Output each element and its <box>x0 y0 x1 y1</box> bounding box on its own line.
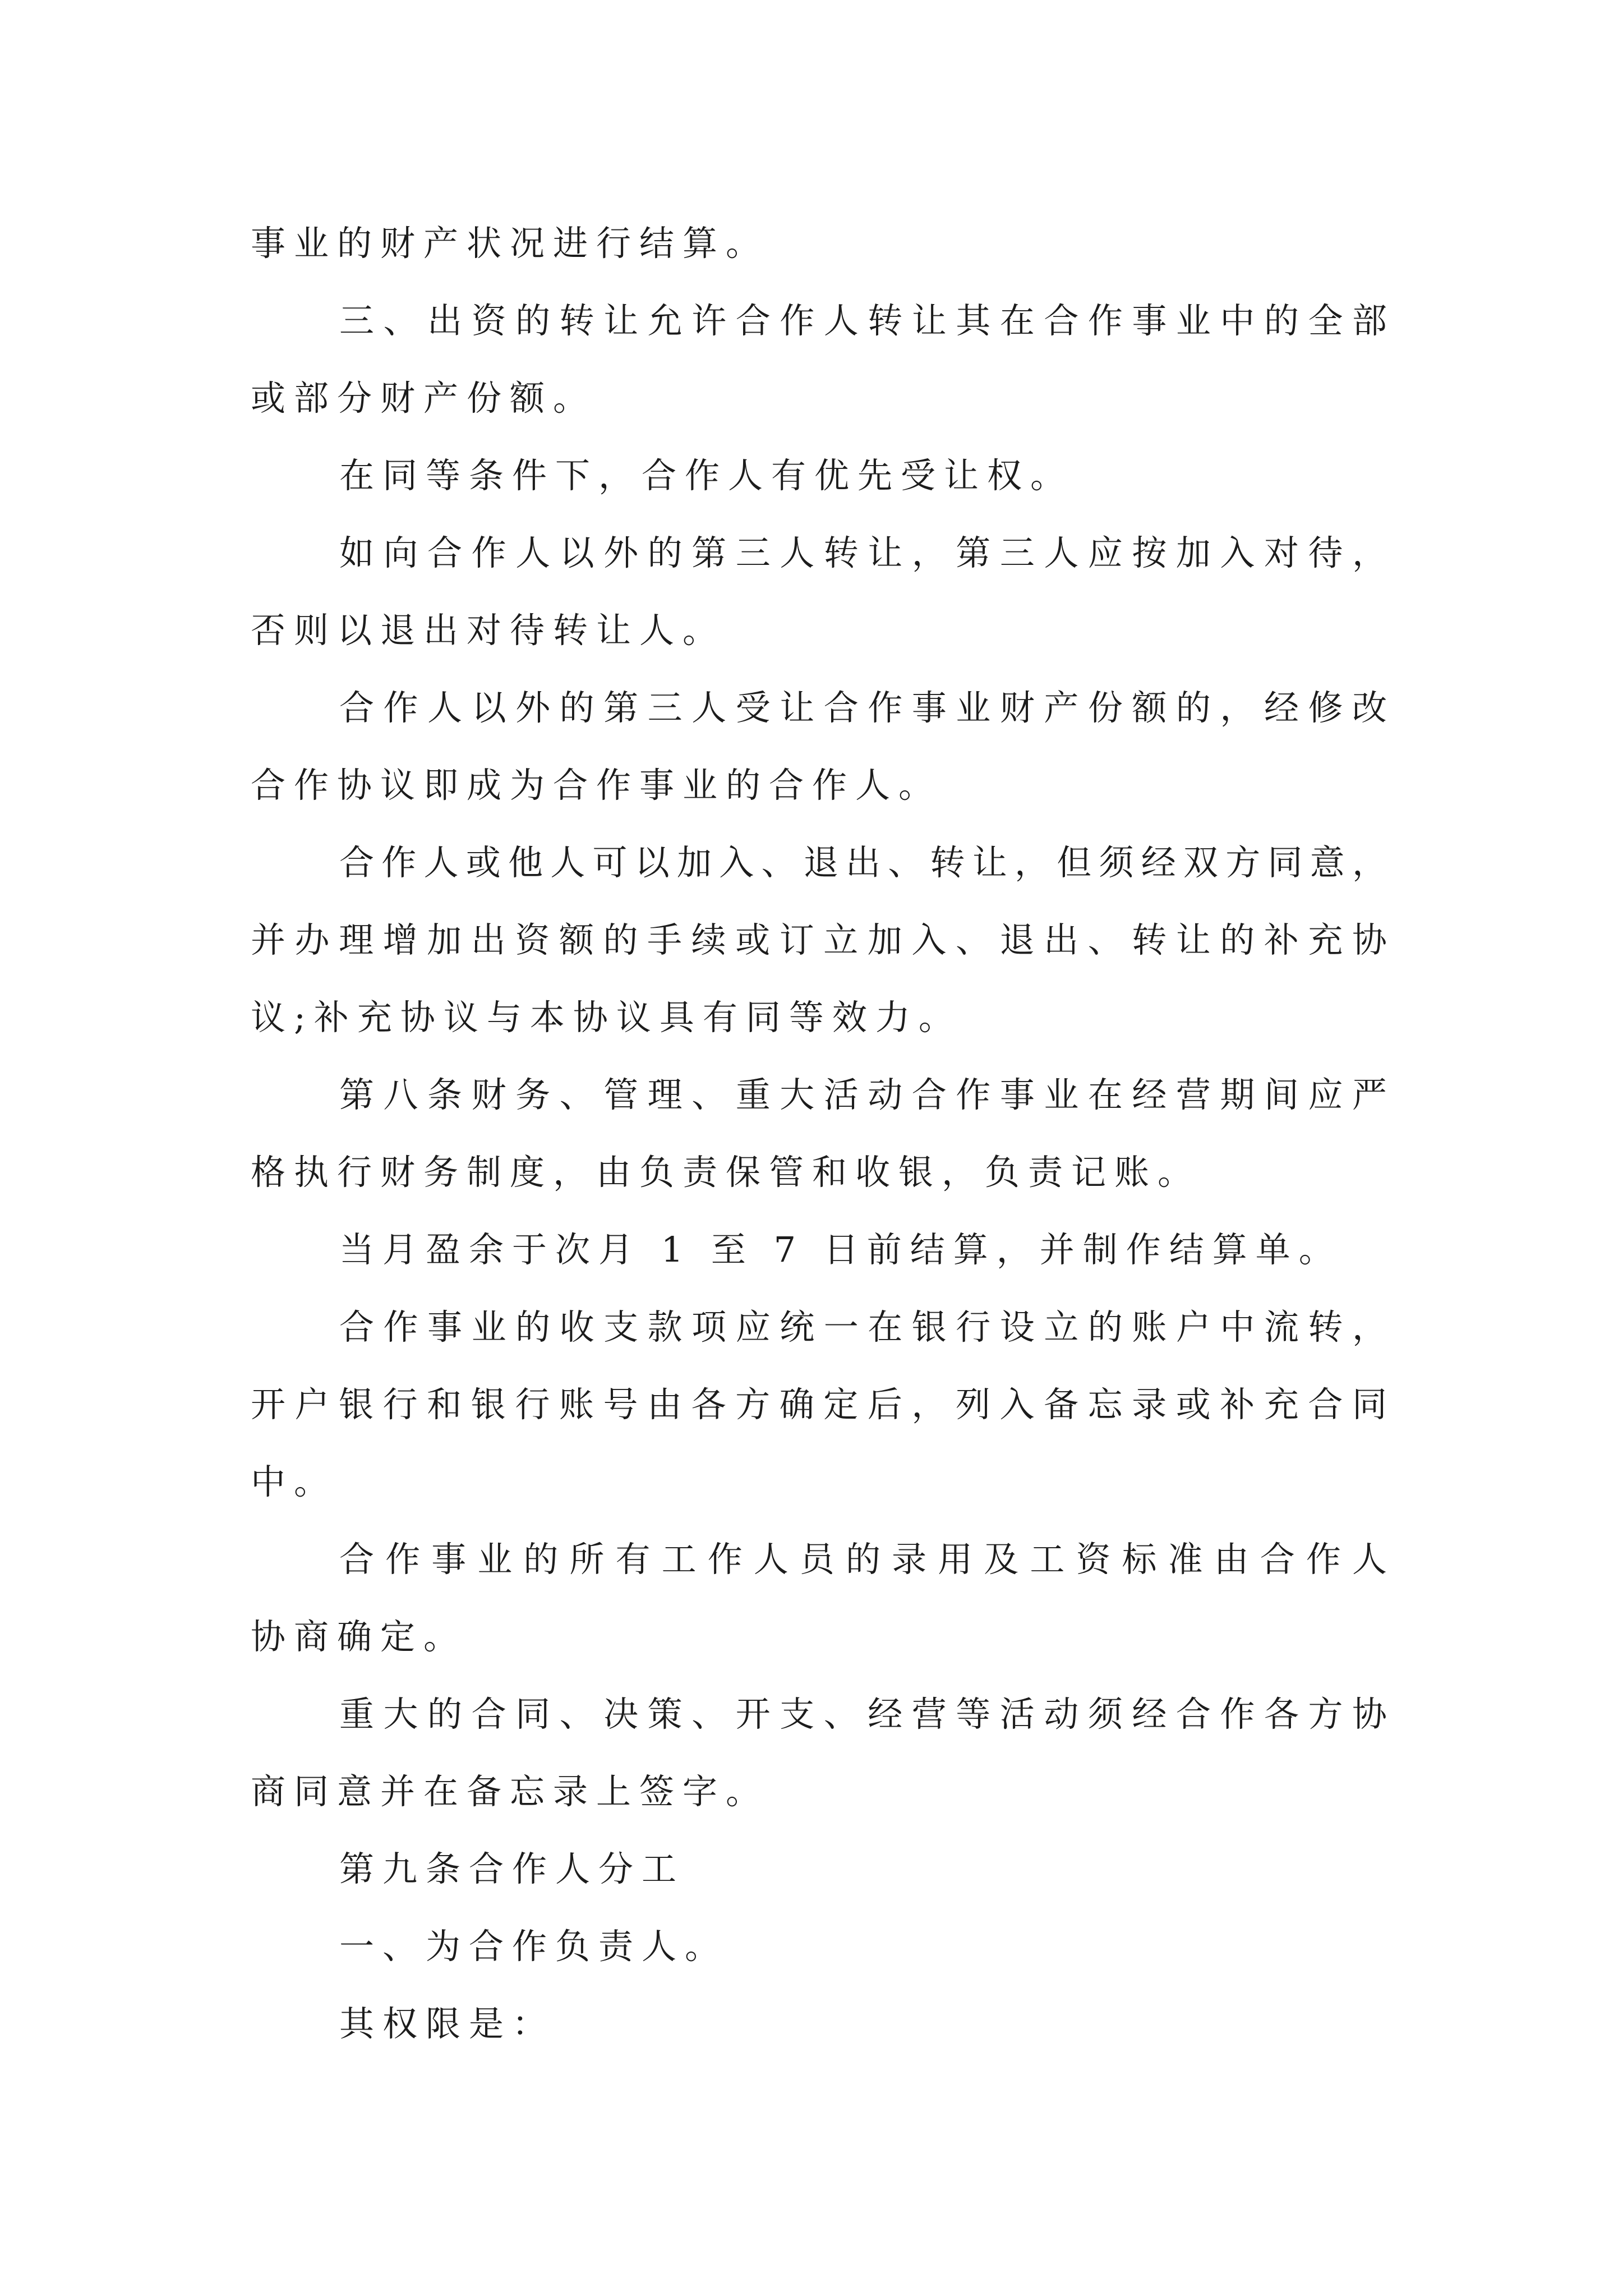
text-line: 中。 <box>251 1461 338 1502</box>
text-line: 商同意并在备忘录上签字。 <box>251 1771 769 1812</box>
text-line: 协商确定。 <box>251 1616 467 1657</box>
text-line: 第八条财务、管理、重大活动合作事业在经营期间应严 <box>339 1074 1387 1115</box>
document-page-body <box>251 205 1387 2063</box>
paragraph <box>251 205 1387 282</box>
text-line: 合作人以外的第三人受让合作事业财产份额的，经修改 <box>339 687 1387 728</box>
text-line: 在同等条件下，合作人有优先受让权。 <box>339 455 1074 496</box>
text-line: 如向合作人以外的第三人转让，第三人应按加入对待， <box>339 532 1387 573</box>
text-line: 合作事业的所有工作人员的录用及工资标准由合作人 <box>339 1539 1387 1580</box>
text-line: 合作人或他人可以加入、退出、转让，但须经双方同意， <box>339 842 1387 883</box>
text-line: 当月盈余于次月 1 至 7 日前结算，并制作结算单。 <box>339 1229 1342 1270</box>
paragraph <box>251 1521 1387 1676</box>
paragraph <box>251 1676 1387 1830</box>
text-line: 并办理增加出资额的手续或订立加入、退出、转让的补充协 <box>251 919 1387 960</box>
paragraph <box>251 1211 1387 1289</box>
paragraph <box>251 824 1387 1056</box>
text-line: 一、为合作负责人。 <box>339 1926 728 1967</box>
text-line: 合作事业的收支款项应统一在银行设立的账户中流转， <box>339 1306 1387 1347</box>
paragraph <box>251 1985 1387 2063</box>
text-line: 开户银行和银行账号由各方确定后，列入备忘录或补充合同 <box>251 1384 1387 1425</box>
clause-heading: 第九条合作人分工 <box>339 1848 685 1889</box>
text-line: 或部分财产份额。 <box>251 378 597 418</box>
text-line: 其权限是： <box>339 2003 556 2044</box>
text-line: 格执行财务制度，由负责保管和收银，负责记账。 <box>251 1152 1201 1193</box>
text-line: 重大的合同、决策、开支、经营等活动须经合作各方协 <box>339 1694 1387 1734</box>
paragraph <box>251 1908 1387 1985</box>
text-line: 三、出资的转让允许合作人转让其在合作事业中的全部 <box>339 300 1387 341</box>
paragraph <box>251 669 1387 824</box>
text-line: 事业的财产状况进行结算。 <box>251 223 769 264</box>
paragraph <box>251 514 1387 669</box>
paragraph <box>251 1056 1387 1211</box>
paragraph <box>251 282 1387 437</box>
paragraph <box>251 437 1387 514</box>
paragraph <box>251 1289 1387 1521</box>
text-line: 议;补充协议与本协议具有同等效力。 <box>251 997 962 1038</box>
paragraph <box>251 1830 1387 1908</box>
text-line: 否则以退出对待转让人。 <box>251 610 726 651</box>
text-line: 合作协议即成为合作事业的合作人。 <box>251 765 942 806</box>
